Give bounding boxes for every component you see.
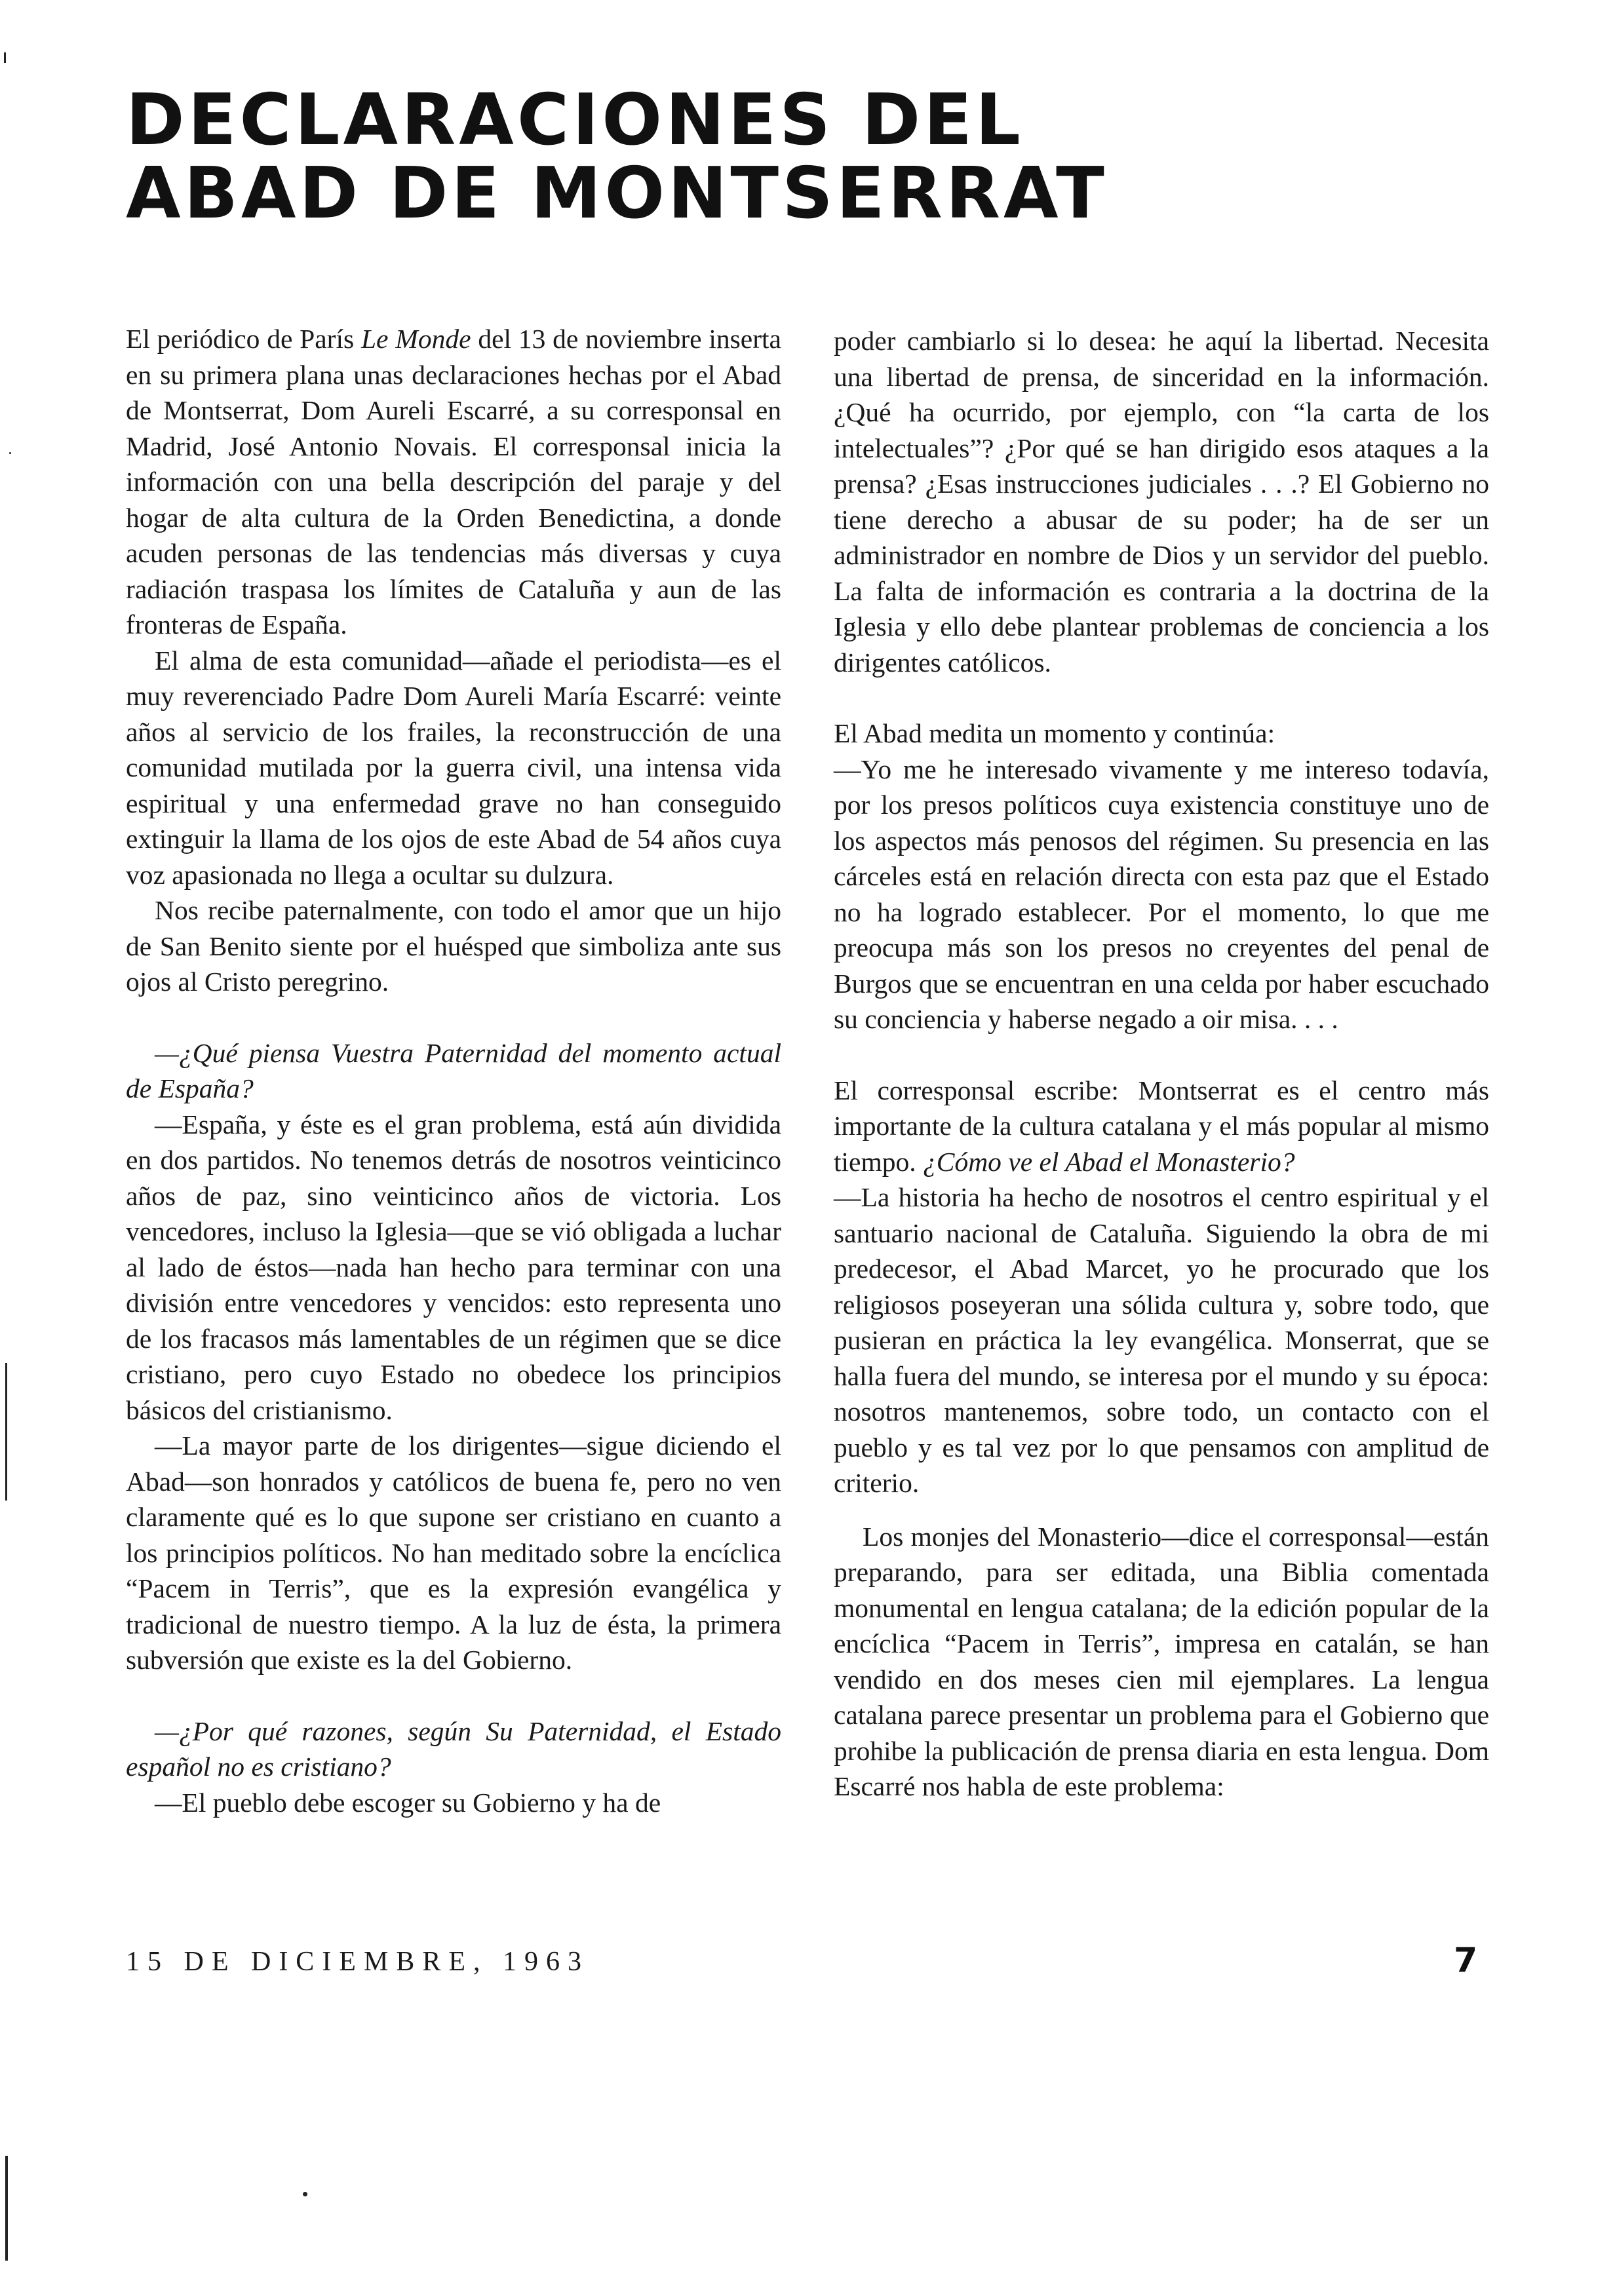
title-line-2: ABAD DE MONTSERRAT: [126, 153, 1108, 235]
scan-artifact: [5, 1363, 7, 1501]
scan-artifact: [5, 2156, 8, 2261]
paragraph: El corresponsal escribe: Montserrat es el centro más importante de la cultura catalana y el más popular al mismo tiempo. ¿Cómo ve el Abad el Monasterio?: [834, 1075, 1489, 1177]
article-title: [126, 79, 1502, 235]
page-number: 7: [1454, 1941, 1478, 1980]
paragraph: —La mayor parte de los dirigentes—sigue diciendo el Abad—son honrados y católicos de buena fe, pero no ven claramente qué es lo que supone ser cristiano en cuanto a los principios políticos. No han meditado sobre la encíclica “Pacem in Terris”, que es la expresión evangélica y tradicional de nuestro tiempo. A la luz de ésta, la primera subversión que existe es la del Gobierno.: [126, 1430, 781, 1675]
left-column: [126, 321, 781, 1820]
paragraph: poder cambiarlo si lo desea: he aquí la libertad. Necesita una libertad de prensa, de sinceridad en la información. ¿Qué ha ocurrido, por ejemplo, con “la carta de los intelectuales”? ¿Por qué se han dirigido esos ataques a la prensa? ¿Esas instrucciones judiciales . . .? El Gobierno no tiene derecho a abusar de su poder; ha de ser un administrador en nombre de Dios y un servidor del pueblo. La falta de información es contraria a la doctrina de la Iglesia y ello debe plantear problemas de conciencia a los dirigentes católicos.: [834, 326, 1489, 678]
scan-artifact: [4, 52, 6, 63]
paragraph: Nos recibe paternalmente, con todo el amor que un hijo de San Benito siente por el huésped que simboliza ante sus ojos al Cristo peregrino.: [126, 895, 781, 997]
paragraph: —España, y éste es el gran problema, está aún dividida en dos partidos. No tenemos detrás de nosotros veinticinco años de paz, sino veinticinco años de victoria. Los vencedores, incluso la Iglesia—que se vió obligada a luchar al lado de éstos—nada han hecho para terminar con una división entre vencedores y vencidos: esto representa uno de los fracasos más lamentables de un régimen que se dice cristiano, pero cuyo Estado no obedece los principios básicos del cristianismo.: [126, 1109, 781, 1425]
paragraph: —Yo me he interesado vivamente y me intereso todavía, por los presos políticos cuya existencia constituye uno de los aspectos más penosos del régimen. Su presencia en las cárceles está en relación directa con esta paz que el Estado no ha logrado establecer. Por el momento, lo que me preocupa más son los presos no creyentes del penal de Burgos que se encuentran en una celda por haber escuchado su conciencia y haberse negado a oir misa. . . .: [834, 754, 1489, 1034]
paragraph: El alma de esta comunidad—añade el periodista—es el muy reverenciado Padre Dom Aureli María Escarré: veinte años al servicio de los frailes, la reconstrucción de una comunidad mutilada por la guerra civil, una intensa vida espiritual y una enfermedad grave no han conseguido extinguir la llama de los ojos de este Abad de 54 años cuya voz apasionada no llega a ocultar su dulzura.: [126, 645, 781, 890]
interview-question: —¿Por qué razones, según Su Paternidad, el Estado español no es cristiano?: [126, 1715, 781, 1782]
right-column: [834, 323, 1489, 1805]
paragraph: Los monjes del Monasterio—dice el corresponsal—están preparando, para ser editada, una Biblia comentada monumental en lengua catalana; de la edición popular de la encíclica “Pacem in Terris”, impresa en catalán, se han vendido en dos meses cien mil ejemplares. La lengua catalana parece presentar un problema para el Gobierno que prohibe la publicación de prensa diaria en esta lengua. Dom Escarré nos habla de este problema:: [834, 1521, 1489, 1801]
paragraph: —El pueblo debe escoger su Gobierno y ha de: [155, 1787, 661, 1818]
paragraph: —La historia ha hecho de nosotros el centro espiritual y el santuario nacional de Cataluña. Siguiendo la obra de mi predecesor, el Abad Marcet, yo he procurado que los religiosos poseyeran una sólida cultura y, sobre todo, que pusieran en práctica la ley evangélica. Monserrat, que se halla fuera del mundo, se interesa por el mundo y su época: nosotros mantenemos, sobre todo, un contacto con el pueblo y es tal vez por lo que pensamos con amplitud de criterio.: [834, 1182, 1489, 1498]
interview-question: —¿Qué piensa Vuestra Paternidad del momento actual de España?: [126, 1037, 781, 1103]
issue-date: 15 DE DICIEMBRE, 1963: [126, 1947, 589, 1977]
intro-paragraph: El periódico de París Le Monde del 13 de noviembre inserta en su primera plana unas declaraciones hechas por el Abad de Montserrat, Dom Aureli Escarré, a su corresponsal en Madrid, José Antonio Novais. El corresponsal inicia la información con una bella descripción del paraje y del hogar de alta cultura de la Orden Benedictina, a donde acuden personas de las tendencias más diversas y cuya radiación traspasa los límites de Cataluña y aun de las fronteras de España.: [126, 324, 781, 640]
scan-artifact: [9, 452, 11, 454]
scan-artifact: [303, 2192, 307, 2196]
paragraph: El Abad medita un momento y continúa:: [834, 718, 1275, 748]
title-line-1: DECLARACIONES DEL: [126, 79, 1024, 161]
